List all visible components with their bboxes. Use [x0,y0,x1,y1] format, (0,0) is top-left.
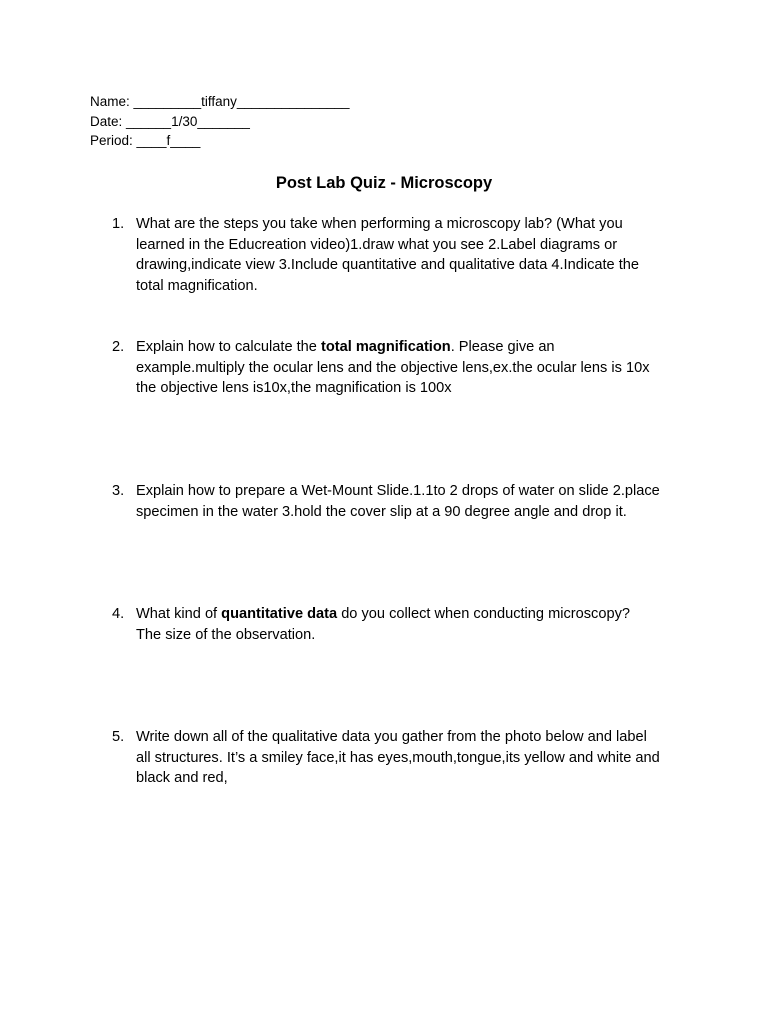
question-text-segment: . Please give an [450,339,555,355]
question-line: black and red, [136,770,228,787]
question-line: specimen in the water 3.hold the cover slip at a 90 degree angle and drop it. [136,503,627,520]
name-line: Name: _________tiffany_______________ [90,94,350,109]
question-number: 4. [112,606,125,622]
question-line: The size of the observation. [136,626,316,643]
question-number: 1. [112,216,125,232]
question-text-segment: do you collect when conducting microscopy? [337,606,630,622]
question-text [136,214,684,296]
question-line: total magnification. [136,277,258,294]
student-info-header [90,92,349,151]
question-line [136,337,684,358]
question-text [136,481,684,522]
page-title: Post Lab Quiz - Microscopy [275,174,493,192]
question-text [136,604,684,645]
date-line: Date: ______1/30_______ [90,113,250,129]
question-text-segment: What kind of [136,606,222,622]
question-line: drawing,indicate view 3.Include quantitative and qualitative data 4.Indicate the [136,257,640,274]
bold-term: quantitative data [221,606,338,622]
question-number: 2. [112,339,125,355]
question-line: all structures. It’s a smiley face,it has eyes,mouth,tongue,its yellow and white and [136,749,660,766]
question-text [136,337,684,399]
question-text [136,727,684,789]
question-text-segment: Explain how to calculate the [136,339,321,355]
question-line: Write down all of the qualitative data you gather from the photo below and label [136,729,647,745]
bold-term: total magnification [320,339,451,355]
question-line: learned in the Educreation video)1.draw what you see 2.Label diagrams or [136,236,618,253]
question-line [136,604,684,625]
question-number: 3. [112,483,125,499]
question-line: example.multiply the ocular lens and the objective lens,ex.the ocular lens is 10x [136,359,650,376]
question-line: What are the steps you take when performing a microscopy lab? (What you [136,216,623,232]
question-number: 5. [112,729,125,745]
period-line: Period: ____f____ [90,133,201,148]
question-line: the objective lens is10x,the magnification is 100x [136,380,452,397]
question-line: Explain how to prepare a Wet-Mount Slide.1.1to 2 drops of water on slide 2.place [136,483,660,499]
